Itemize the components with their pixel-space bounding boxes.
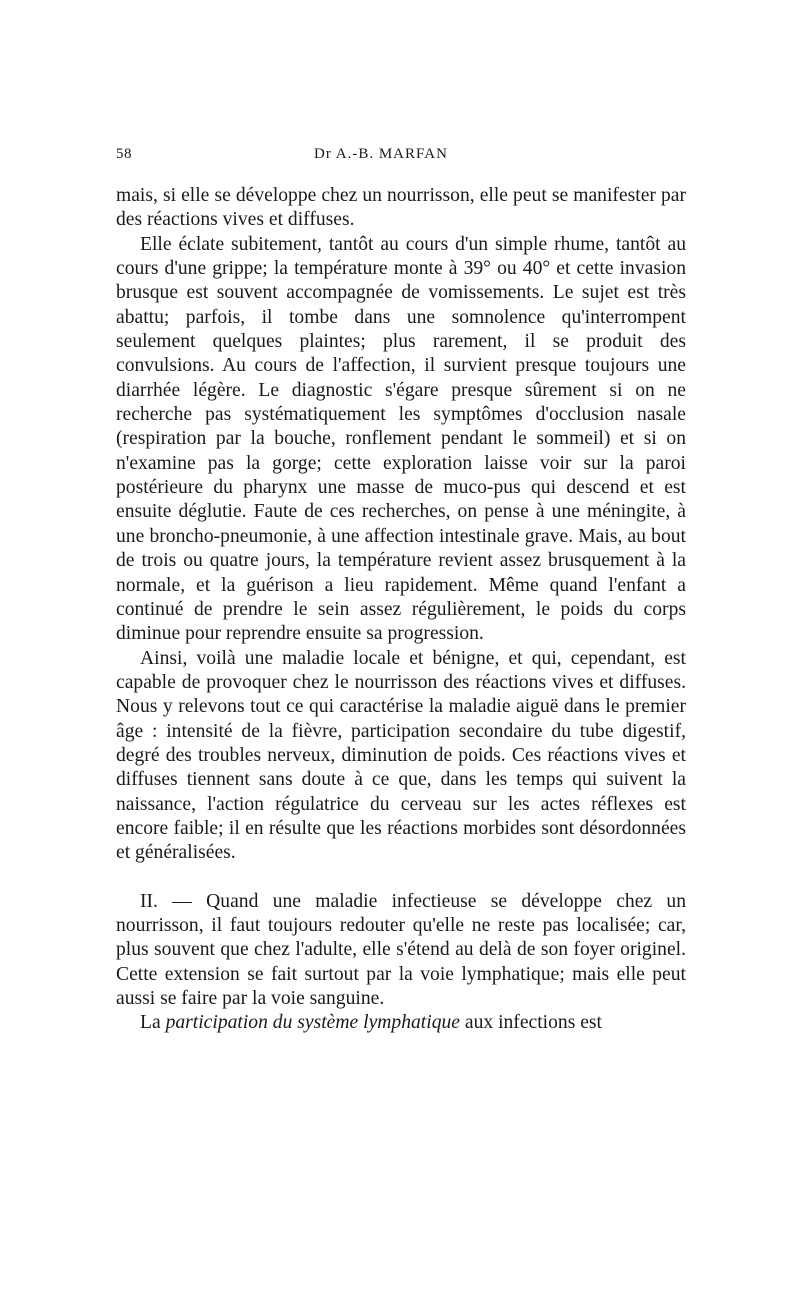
paragraph: Ainsi, voilà une maladie locale et bénigne, et qui, cependant, est capable de provoquer chez le nourrisson des réactions vives et diffuses. Nous y relevons tout ce qui caractérise la maladie aiguë dans le premier âge : intensité de la fièvre, participation secondaire du tube digestif, degré des troubles nerveux, diminution de poids. Ces réactions vives et diffuses tiennent sans doute à ce que, dans les temps qui suivent la naissance, l'action régulatrice du cerveau sur les actes réflexes est encore faible; il en résulte que les réactions morbides sont désordonnées et généralisées. (116, 647, 686, 864)
paragraph-text: La (140, 1012, 166, 1034)
body-text (116, 184, 686, 1036)
paragraph: Elle éclate subitement, tantôt au cours d'un simple rhume, tantôt au cours d'une grippe; la température monte à 39° ou 40° et cette invasion brusque est souvent accompagnée de vomissements. Le sujet est très abattu; parfois, il tombe dans une somnolence qu'interrompent seulement quelques plaintes; plus rarement, il se produit des convulsions. Au cours de l'affection, il survient presque toujours une diarrhée légère. Le diagnostic s'égare presque sûrement si on ne recherche pas systématiquement les symptômes d'occlusion nasale (respiration par la bouche, ronflement pendant le sommeil) et si on n'examine pas la gorge; cette exploration laisse voir sur la paroi postérieure du pharynx une masse de muco-pus qui descend et est ensuite déglutie. Faute de ces recherches, on pense à une méningite, à une broncho-pneumonie, à une affection intestinale grave. Mais, au bout de trois ou quatre jours, la température revient assez brusquement à la normale, et la guérison a lieu rapidement. Même quand l'enfant a continué de prendre le sein assez régulièrement, le poids du corps diminue pour reprendre ensuite sa progression. (116, 233, 686, 645)
running-head-author: Dr A.-B. MARFAN (314, 146, 448, 162)
paragraph-last (116, 1011, 686, 1035)
page-number: 58 (116, 146, 132, 162)
paragraph-continuation: mais, si elle se développe chez un nourrisson, elle peut se manifester par des réactions vives et diffuses. (116, 185, 686, 231)
italic-emphasis: participation du système lymphatique (165, 1012, 460, 1034)
paragraph-text: aux infections est (459, 1012, 603, 1034)
running-head (116, 146, 686, 170)
section-paragraph: II. — Quand une maladie infectieuse se développe chez un nourrisson, il faut toujours redouter qu'elle ne reste pas localisée; car, plus souvent que chez l'adulte, elle s'étend au delà de son foyer originel. Cette extension se fait surtout par la voie lymphatique; mais elle peut aussi se faire par la voie sanguine. (116, 890, 686, 1009)
